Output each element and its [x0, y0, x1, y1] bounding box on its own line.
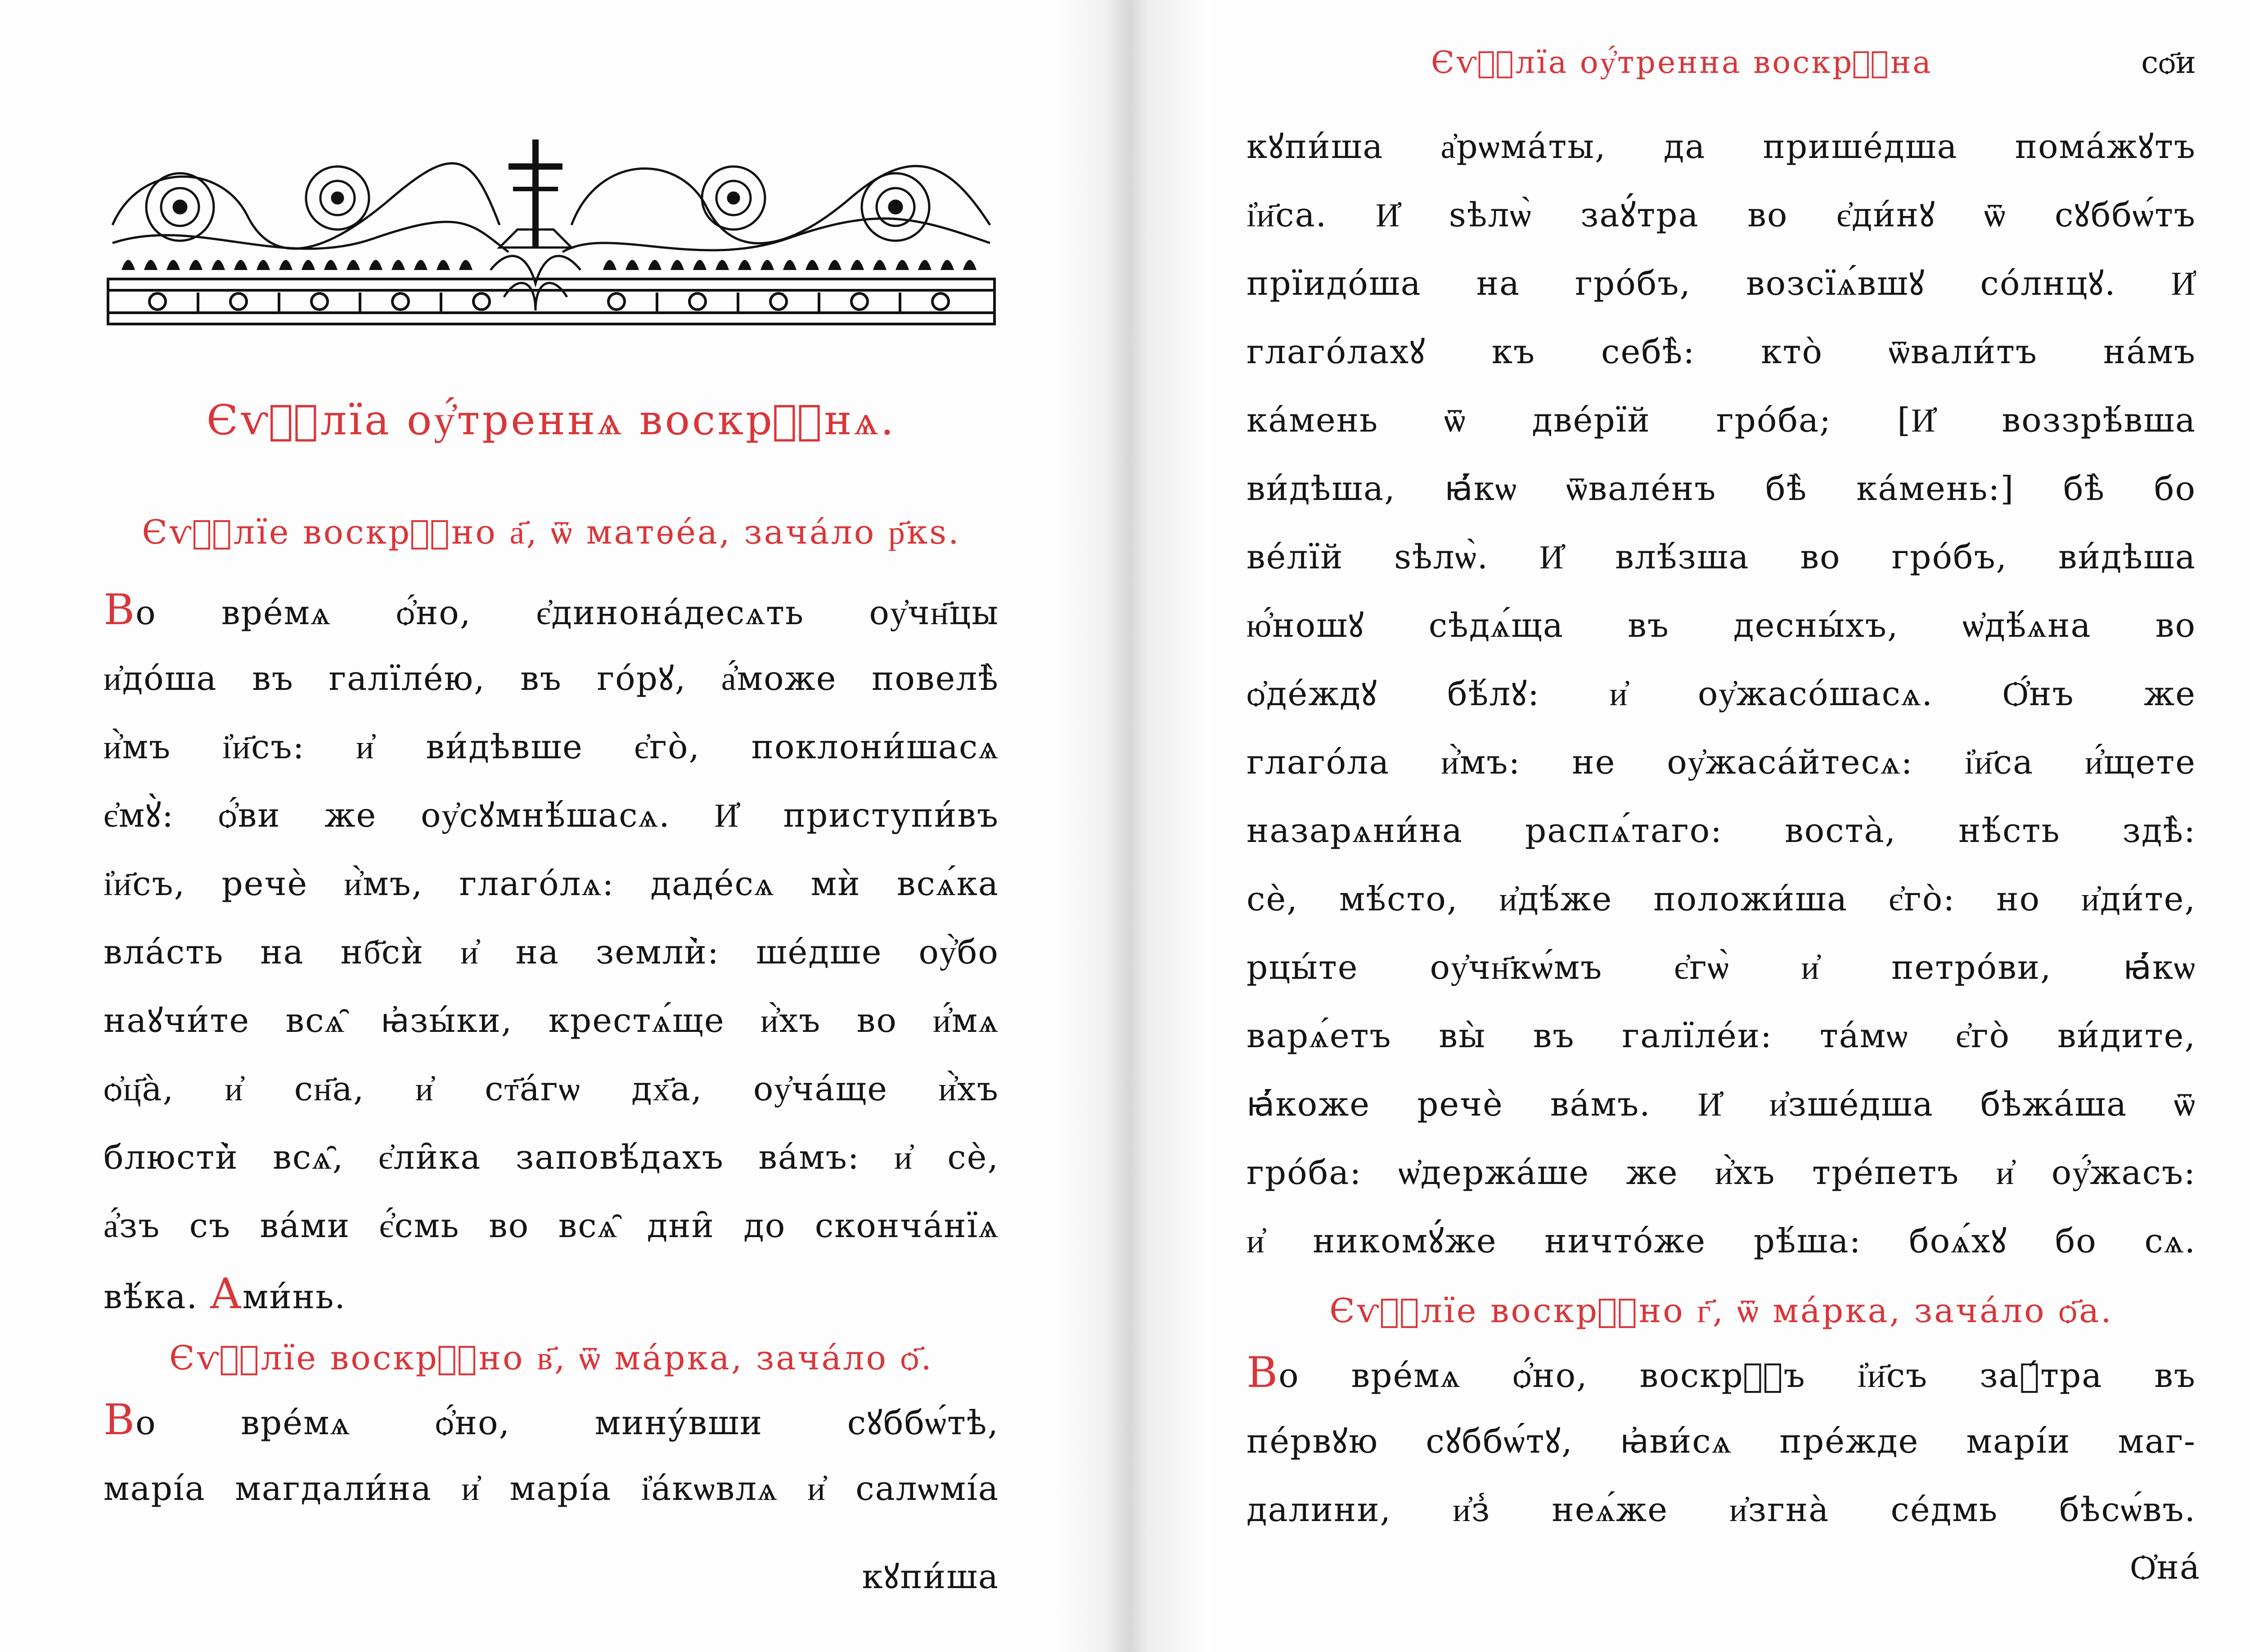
text-line: рцы́те оу҆чн҃кѡ́мъ є҆гѡ̀ и҆ петро́ви, ꙗ҆́кѡ: [1246, 948, 2196, 987]
text-line: наꙋчи́те всѧ̑ ꙗ҆зы́ки, крестѧ́ще и҆̀хъ во и҆́мѧ: [104, 1001, 999, 1040]
text-line: гро́ба: ѡ҆держа́ше же и҆̀хъ тре́петъ и҆ оу҆́жасъ:: [1246, 1153, 2196, 1192]
text-line: ве́лїй ѕѣлѡ̀. И҆ влѣ́зша во гро́бъ, ви́дѣша: [1246, 538, 2196, 576]
catchword: Ѻ҆на́: [2130, 1548, 2200, 1587]
section-title: Єѵⷢ҇лїа оу҆́треннѧ воскрⷭ҇нѧ.: [206, 396, 896, 444]
text-line: и҆ никомꙋ́же ничто́же рѣ́ша: боѧ́хꙋ бо сѧ.: [1246, 1222, 2196, 1260]
text-line: назарѧни́на распѧ́таго: воста̀, нѣ́сть здѣ̀:: [1246, 811, 2196, 850]
text-line: вла́сть на нб҃сѝ и҆ на земли̇̀: ше́дше оу҆̀бо: [104, 933, 999, 972]
gospel-3-heading: Єѵⷢ҇лїе воскрⷭ҇но г҃, ѿ ма́рка, зача́ло ѻ҃а.: [1329, 1292, 2113, 1330]
gospel-3-text: [1246, 1339, 2196, 1544]
text-line: ка́мень ѿ две́рїй гро́ба; [И҆ воззрѣ́вша: [1246, 401, 2196, 440]
text-line: блюсти̇̀ всѧ̑, є҆ли̑ка заповѣ́дахъ ва́мъ: и҆ сѐ,: [104, 1138, 999, 1177]
text-line: прїидо́ша на гро́бъ, возсїѧ́вшꙋ со́лнцꙋ. И҆: [1246, 264, 2196, 303]
text-line: сѐ, мѣ́сто, и҆дѣ́же положи́ша є҆го̀: но и҆ди́те,: [1246, 880, 2196, 918]
red-initial: В: [104, 585, 136, 635]
text-line: варѧ́етъ вы̀ въ галїле́и: та́мѡ є҆го̀ ви́дите,: [1246, 1017, 2196, 1055]
running-head: Єѵⷢ҇лїа оу҆́тренна воскрⷭ҇на: [1431, 45, 1933, 81]
catchword: кꙋпи́ша: [862, 1557, 999, 1596]
red-initial: В: [1246, 1348, 1279, 1397]
text-line: ѻ҆ц҃а̀, и҆ сн҃а, и҆ ст҃а́гѡ дх҃а, оу҆ча́ще и҆̀хъ: [104, 1070, 999, 1108]
text-line: ю҆́ношꙋ сѣдѧ́ща въ десны́хъ, ѡ҆дѣ́ѧна во: [1246, 606, 2196, 645]
text-line: глаго́ла и҆̀мъ: не оу҆жаса́йтесѧ: і҆и҃са и҆́щете: [1246, 743, 2196, 782]
text-line: далини, и҆з̾ неѧ́же и҆згна̀ се́дмь бѣсѡ́въ.: [1246, 1490, 2196, 1529]
text-line: и҆̀мъ і҆и҃съ: и҆ ви́дѣвше є҆го̀, поклони́шасѧ: [104, 728, 999, 766]
text-line: Во вре́мѧ ѻ҆́но, воскрⷭ҇ъ і҆и҃съ заꙋ́тра въ: [1246, 1348, 2196, 1397]
text-line: ви́дѣша, ꙗ҆́кѡ ѿвале́нъ бѣ̀ ка́мень:] бѣ̀ бо: [1246, 469, 2196, 508]
text-line: ꙗ҆́коже речѐ ва́мъ. И҆ и҆зше́дша бѣжа́ша ѿ: [1246, 1085, 2196, 1124]
text-line: вѣ́ка. Ами́нь.: [104, 1269, 346, 1319]
text-line: Во вре́мѧ ѻ҆́но, є҆динона́десѧть оу҆чн҃цы: [104, 585, 999, 635]
text-line: кꙋпи́ша а҆рѡма́ты, да прише́дша пома́жꙋтъ: [1246, 127, 2196, 166]
gospel-1-text: [104, 576, 999, 1328]
left-page: [0, 0, 1089, 1652]
right-page-text: [1246, 113, 2196, 1275]
gospel-1-heading: Єѵⷢ҇лїе воскрⷭ҇но а҃, ѿ матѳе́а, зача́ло р҃кѕ.: [142, 513, 961, 552]
text-line: глаго́лахꙋ къ себѣ̀: кто̀ ѿвали́тъ на́мъ: [1246, 333, 2196, 371]
text-line: Во вре́мѧ ѻ҆́но, мину́вши сꙋббѡ́тѣ,: [104, 1395, 999, 1445]
gospel-2-text: [104, 1386, 999, 1523]
text-line: і҆и҃съ, речѐ и҆̀мъ, глаго́лѧ: даде́сѧ мѝ всѧ́ка: [104, 864, 999, 903]
gospel-2-heading: Єѵⷢ҇лїе воскрⷭ҇но в҃, ѿ ма́рка, зача́ло ѻ҃.: [169, 1339, 933, 1377]
page-number: сѻ҃и: [2141, 45, 2196, 81]
amen-red-initial: А: [209, 1269, 243, 1319]
right-page: [1184, 0, 2250, 1652]
text-line: є҆мꙋ̀: ѻ҆́ви же оу҆сꙋмнѣ́шасѧ. И҆ приступи́въ: [104, 796, 999, 835]
text-line: и҆до́ша въ галїле́ю, въ го́рꙋ, а҆́може повелѣ̀: [104, 659, 999, 698]
text-line: ѻ҆де́ждꙋ бѣ́лꙋ: и҆ оу҆жасо́шасѧ. Ѻ҆́нъ же: [1246, 675, 2196, 713]
text-line: і҆и҃са. И҆ ѕѣлѡ̀ заꙋ́тра во є҆ди́нꙋ ѿ сꙋббѡ́тъ: [1246, 196, 2196, 234]
text-line: пе́рвꙋю сꙋббѡ́тꙋ, ꙗ҆ви́сѧ пре́жде марі́и маг-: [1246, 1422, 2196, 1461]
decorative-headpiece: [104, 135, 999, 333]
text-line: а҆́зъ съ ва́ми є҆́смь во всѧ̑ дни̑ до сконча́нїѧ: [104, 1206, 999, 1245]
text-line: марі́а магдали́на и҆ марі́а і҆а́кѡвлѧ и҆ салѡмі́а: [104, 1469, 999, 1508]
red-initial: В: [104, 1395, 136, 1445]
